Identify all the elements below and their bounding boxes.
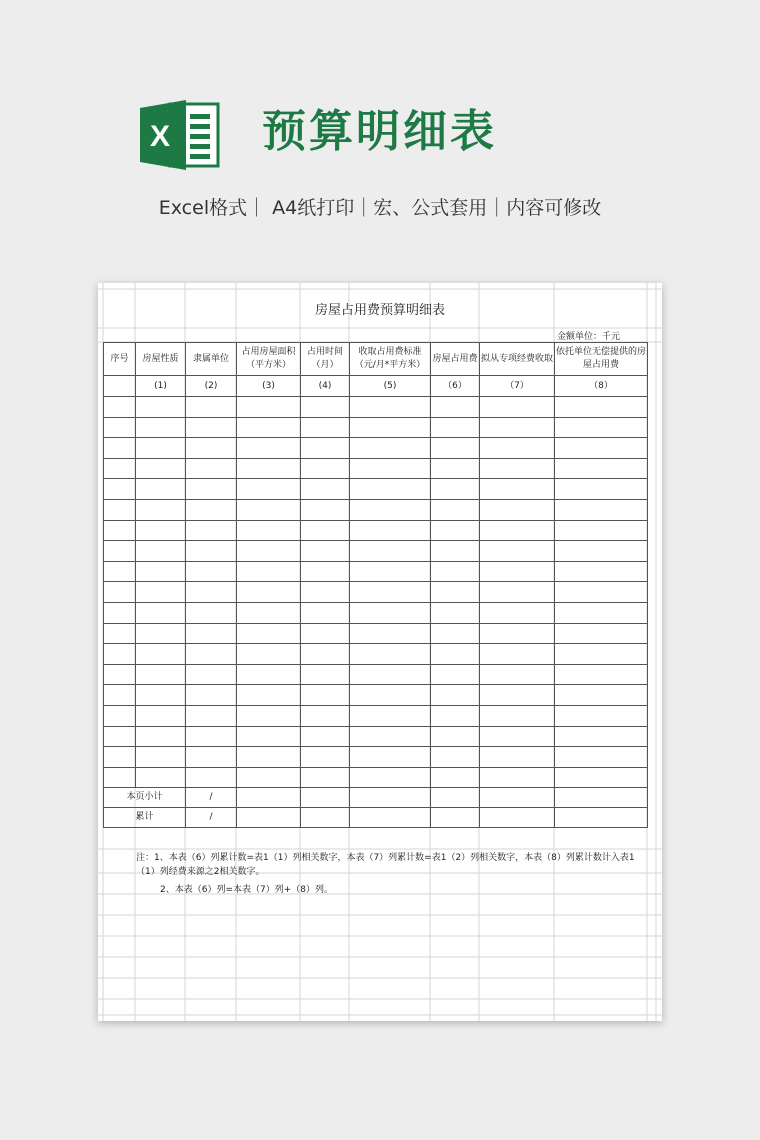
- table-cell[interactable]: [555, 458, 648, 479]
- table-cell[interactable]: [301, 664, 350, 685]
- table-cell[interactable]: [431, 582, 480, 603]
- table-cell[interactable]: [480, 438, 555, 459]
- table-row: [104, 438, 648, 459]
- table-cell[interactable]: [237, 541, 301, 562]
- table-cell[interactable]: [301, 726, 350, 747]
- table-cell[interactable]: [237, 499, 301, 520]
- table-cell[interactable]: [555, 664, 648, 685]
- table-cell[interactable]: [136, 705, 186, 726]
- page-title: 预算明细表: [262, 106, 497, 157]
- column-number: (4): [301, 376, 350, 397]
- table-row: [104, 541, 648, 562]
- table-cell[interactable]: [480, 397, 555, 418]
- table-cell[interactable]: [301, 397, 350, 418]
- table-cell[interactable]: [301, 705, 350, 726]
- table-cell[interactable]: [186, 767, 237, 788]
- table-cell[interactable]: [350, 685, 431, 706]
- table-cell[interactable]: [555, 561, 648, 582]
- table-cell[interactable]: [555, 438, 648, 459]
- table-cell[interactable]: [237, 685, 301, 706]
- table-cell[interactable]: [431, 623, 480, 644]
- table-cell[interactable]: [350, 767, 431, 788]
- table-cell[interactable]: [104, 397, 136, 418]
- table-cell[interactable]: [431, 726, 480, 747]
- table-cell[interactable]: [350, 808, 431, 828]
- table-row: [104, 499, 648, 520]
- table-cell[interactable]: [237, 747, 301, 768]
- table-cell[interactable]: [237, 808, 301, 828]
- table-cell[interactable]: [186, 726, 237, 747]
- table-cell[interactable]: [350, 397, 431, 418]
- table-cell[interactable]: [480, 747, 555, 768]
- column-header: 依托单位无偿提供的房屋占用费: [555, 343, 648, 376]
- table-cell[interactable]: [480, 417, 555, 438]
- table-cell[interactable]: [555, 602, 648, 623]
- table-cell[interactable]: [104, 767, 136, 788]
- column-number: (2): [186, 376, 237, 397]
- table-cell[interactable]: [104, 438, 136, 459]
- column-header: 收取占用费标准（元/月*平方米）: [350, 343, 431, 376]
- table-cell[interactable]: [555, 582, 648, 603]
- table-cell[interactable]: [104, 582, 136, 603]
- table-cell[interactable]: [555, 788, 648, 808]
- table-cell[interactable]: [186, 458, 237, 479]
- table-row: [104, 582, 648, 603]
- table-row: [104, 479, 648, 500]
- table-cell[interactable]: [186, 397, 237, 418]
- table-row: [104, 520, 648, 541]
- table-row: [104, 644, 648, 665]
- table-cell[interactable]: [301, 747, 350, 768]
- table-cell[interactable]: [555, 541, 648, 562]
- table-cell[interactable]: [104, 747, 136, 768]
- table-cell[interactable]: [186, 664, 237, 685]
- table-cell[interactable]: [237, 417, 301, 438]
- table-cell[interactable]: [136, 479, 186, 500]
- table-cell[interactable]: [555, 479, 648, 500]
- table-cell[interactable]: [237, 397, 301, 418]
- table-row: [104, 458, 648, 479]
- table-cell[interactable]: [301, 438, 350, 459]
- column-number: （8）: [555, 376, 648, 397]
- table-cell[interactable]: [186, 499, 237, 520]
- table-cell[interactable]: [480, 623, 555, 644]
- table-cell[interactable]: [480, 458, 555, 479]
- table-cell[interactable]: [350, 520, 431, 541]
- table-cell[interactable]: [350, 726, 431, 747]
- subtitle: Excel格式｜ A4纸打印｜宏、公式套用｜内容可修改: [158, 197, 602, 219]
- column-number: （7）: [480, 376, 555, 397]
- table-row: [104, 417, 648, 438]
- table-cell[interactable]: [301, 767, 350, 788]
- table-cell[interactable]: [136, 582, 186, 603]
- table-cell[interactable]: [350, 582, 431, 603]
- table-cell[interactable]: [431, 397, 480, 418]
- table-cell[interactable]: [480, 808, 555, 828]
- column-header: 房屋占用费: [431, 343, 480, 376]
- column-header: 占用房屋面积（平方米）: [237, 343, 301, 376]
- table-cell[interactable]: [104, 458, 136, 479]
- table-cell[interactable]: [237, 561, 301, 582]
- table-cell[interactable]: [555, 808, 648, 828]
- budget-table: [103, 342, 648, 828]
- table-cell[interactable]: [136, 623, 186, 644]
- table-cell[interactable]: [301, 582, 350, 603]
- table-cell[interactable]: [237, 644, 301, 665]
- table-cell[interactable]: [555, 705, 648, 726]
- table-cell[interactable]: [350, 705, 431, 726]
- table-cell[interactable]: [431, 685, 480, 706]
- table-row: [104, 747, 648, 768]
- table-cell[interactable]: [136, 397, 186, 418]
- table-row: [104, 602, 648, 623]
- table-cell[interactable]: [480, 602, 555, 623]
- table-cell[interactable]: [431, 561, 480, 582]
- table-cell[interactable]: [136, 644, 186, 665]
- column-number: (1): [136, 376, 186, 397]
- table-cell[interactable]: [480, 499, 555, 520]
- table-row: [104, 767, 648, 788]
- table-cell[interactable]: [186, 417, 237, 438]
- table-cell[interactable]: [237, 438, 301, 459]
- table-cell[interactable]: [237, 705, 301, 726]
- table-cell[interactable]: [104, 602, 136, 623]
- column-number: [104, 376, 136, 397]
- table-cell[interactable]: [136, 541, 186, 562]
- amount-unit: 金额单位：千元: [556, 332, 620, 342]
- table-cell[interactable]: [350, 479, 431, 500]
- table-cell[interactable]: [431, 417, 480, 438]
- table-cell[interactable]: [350, 664, 431, 685]
- table-cell[interactable]: [301, 788, 350, 808]
- table-cell[interactable]: [237, 479, 301, 500]
- table-cell[interactable]: [186, 438, 237, 459]
- table-cell[interactable]: [186, 561, 237, 582]
- table-cell[interactable]: [555, 499, 648, 520]
- table-row: [104, 664, 648, 685]
- column-header: 序号: [104, 343, 136, 376]
- table-cell[interactable]: [104, 561, 136, 582]
- table-cell[interactable]: [237, 582, 301, 603]
- table-cell[interactable]: [104, 520, 136, 541]
- svg-text:X: X: [150, 120, 171, 153]
- table-cell[interactable]: [136, 520, 186, 541]
- table-cell[interactable]: [237, 726, 301, 747]
- table-cell[interactable]: [350, 747, 431, 768]
- table-cell[interactable]: [136, 726, 186, 747]
- table-cell[interactable]: [301, 499, 350, 520]
- table-cell[interactable]: [104, 664, 136, 685]
- table-cell[interactable]: [431, 541, 480, 562]
- table-cell[interactable]: [431, 499, 480, 520]
- column-number: （6）: [431, 376, 480, 397]
- cumulative-value: /: [186, 808, 237, 828]
- table-cell[interactable]: [480, 582, 555, 603]
- table-row: [104, 685, 648, 706]
- table-cell[interactable]: [136, 767, 186, 788]
- table-cell[interactable]: [431, 788, 480, 808]
- table-cell[interactable]: [104, 417, 136, 438]
- table-row: [104, 623, 648, 644]
- table-cell[interactable]: [237, 520, 301, 541]
- note-line: 2、本表（6）列=本表（7）列+（8）列。: [160, 885, 333, 895]
- table-cell[interactable]: [186, 685, 237, 706]
- table-cell[interactable]: [431, 808, 480, 828]
- table-cell[interactable]: [431, 458, 480, 479]
- table-cell[interactable]: [301, 520, 350, 541]
- table-cell[interactable]: [136, 664, 186, 685]
- table-cell[interactable]: [186, 479, 237, 500]
- table-cell[interactable]: [186, 582, 237, 603]
- excel-logo-icon: [140, 98, 220, 172]
- table-cell[interactable]: [237, 602, 301, 623]
- table-cell[interactable]: [104, 623, 136, 644]
- table-cell[interactable]: [431, 767, 480, 788]
- table-cell[interactable]: [350, 458, 431, 479]
- column-number: (5): [350, 376, 431, 397]
- table-cell[interactable]: [350, 788, 431, 808]
- table-cell[interactable]: [104, 685, 136, 706]
- table-cell[interactable]: [555, 520, 648, 541]
- notes: [136, 851, 646, 897]
- cumulative-label: 累计: [104, 808, 186, 828]
- table-cell[interactable]: [350, 561, 431, 582]
- table-cell[interactable]: [555, 397, 648, 418]
- table-cell[interactable]: [555, 726, 648, 747]
- table-cell[interactable]: [555, 644, 648, 665]
- table-cell[interactable]: [350, 541, 431, 562]
- table-cell[interactable]: [186, 644, 237, 665]
- table-cell[interactable]: [350, 499, 431, 520]
- table-cell[interactable]: [431, 520, 480, 541]
- table-cell[interactable]: [480, 726, 555, 747]
- sheet-title: 房屋占用费预算明细表: [314, 303, 445, 318]
- table-cell[interactable]: [480, 520, 555, 541]
- table-row: [104, 397, 648, 418]
- table-cell[interactable]: [301, 644, 350, 665]
- table-cell[interactable]: [104, 499, 136, 520]
- column-header: 房屋性质: [136, 343, 186, 376]
- table-cell[interactable]: [237, 767, 301, 788]
- table-cell[interactable]: [555, 417, 648, 438]
- table-cell[interactable]: [301, 417, 350, 438]
- table-cell[interactable]: [350, 644, 431, 665]
- table-cell[interactable]: [136, 458, 186, 479]
- table-cell[interactable]: [480, 644, 555, 665]
- table-cell[interactable]: [186, 747, 237, 768]
- table-cell[interactable]: [186, 541, 237, 562]
- table-cell[interactable]: [104, 541, 136, 562]
- table-cell[interactable]: [136, 417, 186, 438]
- table-cell[interactable]: [350, 602, 431, 623]
- table-cell[interactable]: [186, 520, 237, 541]
- table-cell[interactable]: [431, 644, 480, 665]
- table-cell[interactable]: [431, 747, 480, 768]
- subtotal-value: /: [186, 788, 237, 808]
- table-cell[interactable]: [136, 438, 186, 459]
- table-row: [104, 561, 648, 582]
- spreadsheet-preview: [98, 283, 662, 1021]
- table-cell[interactable]: [136, 561, 186, 582]
- table-cell[interactable]: [480, 788, 555, 808]
- table-cell[interactable]: [480, 561, 555, 582]
- table-cell[interactable]: [480, 685, 555, 706]
- table-cell[interactable]: [301, 808, 350, 828]
- table-cell[interactable]: [350, 417, 431, 438]
- table-cell[interactable]: [480, 767, 555, 788]
- note-line: 注：1、本表（6）列累计数=表1（1）列相关数字，本表（7）列累计数=表1（2）列相关数字，本表（8）列累计数计入表1（1）列经费来源之2相关数字。: [136, 853, 635, 877]
- table-cell[interactable]: [186, 623, 237, 644]
- table-cell[interactable]: [104, 726, 136, 747]
- table-cell[interactable]: [431, 438, 480, 459]
- table-cell[interactable]: [237, 788, 301, 808]
- table-cell[interactable]: [480, 705, 555, 726]
- column-header: 占用时间（月）: [301, 343, 350, 376]
- table-cell[interactable]: [555, 767, 648, 788]
- table-cell[interactable]: [301, 623, 350, 644]
- table-cell[interactable]: [136, 602, 186, 623]
- table-cell[interactable]: [104, 479, 136, 500]
- table-cell[interactable]: [186, 602, 237, 623]
- table-cell[interactable]: [237, 623, 301, 644]
- table-row: [104, 726, 648, 747]
- table-row: [104, 705, 648, 726]
- subtotal-label: 本页小计: [104, 788, 186, 808]
- table-cell[interactable]: [431, 602, 480, 623]
- column-header: 隶属单位: [186, 343, 237, 376]
- table-cell[interactable]: [237, 458, 301, 479]
- table-cell[interactable]: [136, 499, 186, 520]
- table-cell[interactable]: [555, 623, 648, 644]
- column-header: 拟从专项经费收取: [480, 343, 555, 376]
- table-cell[interactable]: [136, 685, 186, 706]
- table-cell[interactable]: [431, 664, 480, 685]
- table-cell[interactable]: [301, 685, 350, 706]
- table-cell[interactable]: [301, 458, 350, 479]
- table-cell[interactable]: [301, 602, 350, 623]
- table-cell[interactable]: [237, 664, 301, 685]
- table-cell[interactable]: [431, 705, 480, 726]
- table-cell[interactable]: [480, 541, 555, 562]
- table-cell[interactable]: [555, 747, 648, 768]
- table-cell[interactable]: [104, 644, 136, 665]
- table-cell[interactable]: [104, 705, 136, 726]
- table-cell[interactable]: [301, 541, 350, 562]
- table-cell[interactable]: [301, 479, 350, 500]
- table-cell[interactable]: [480, 479, 555, 500]
- column-number: (3): [237, 376, 301, 397]
- table-cell[interactable]: [186, 705, 237, 726]
- table-cell[interactable]: [136, 747, 186, 768]
- table-cell[interactable]: [301, 561, 350, 582]
- table-cell[interactable]: [555, 685, 648, 706]
- table-cell[interactable]: [350, 438, 431, 459]
- table-cell[interactable]: [480, 664, 555, 685]
- table-cell[interactable]: [431, 479, 480, 500]
- table-cell[interactable]: [350, 623, 431, 644]
